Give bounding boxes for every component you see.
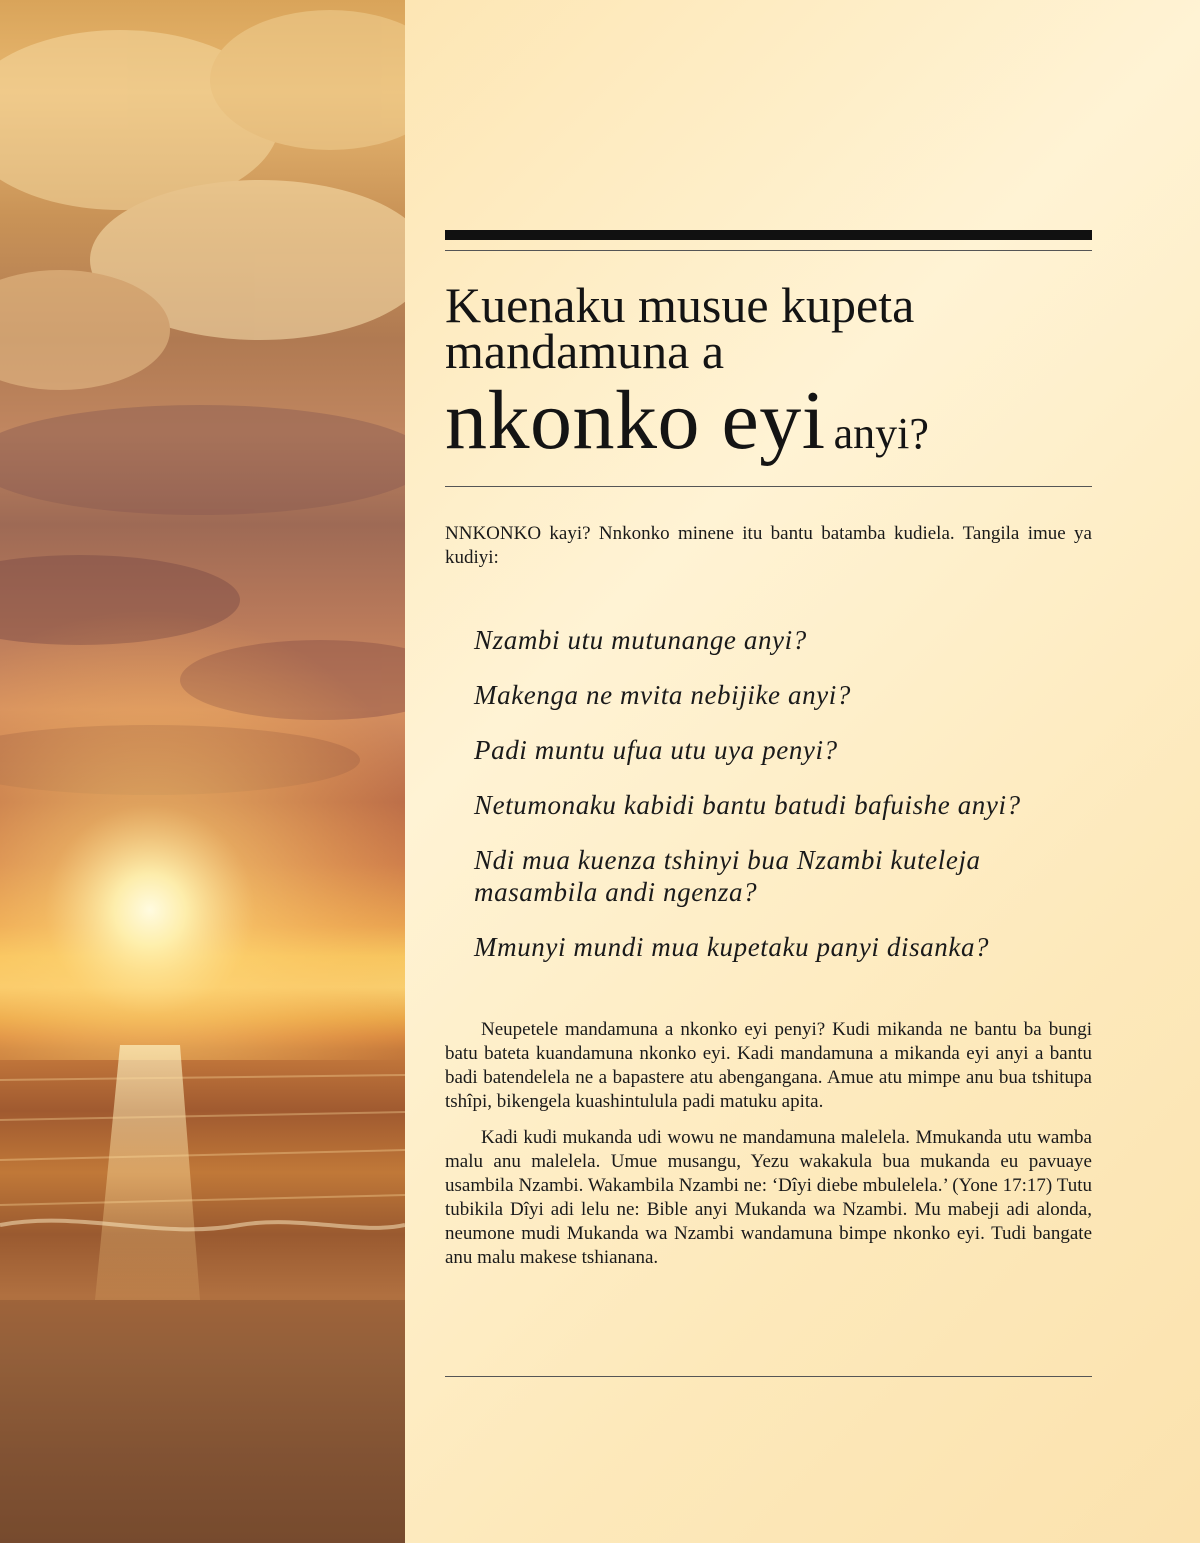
title-line-3	[445, 374, 1095, 480]
sunset-beach-photo	[0, 0, 405, 1543]
intro-paragraph: NNKONKO kayi? Nnkonko minene itu bantu batamba kudiela. Tangila imue ya kudiyi:	[445, 523, 1092, 568]
title-line-2: mandamuna a	[445, 323, 725, 379]
question-item: Padi muntu ufua utu uya penyi?	[474, 735, 838, 765]
top-rule-thick	[445, 230, 1092, 240]
title-underline	[445, 486, 1092, 487]
question-list	[474, 624, 1104, 986]
question-item: Makenga ne mvita nebijike anyi?	[474, 680, 851, 710]
page-title	[445, 277, 1095, 480]
body-text	[445, 1018, 1092, 1282]
body-paragraph: Kadi kudi mukanda udi wowu ne mandamuna malelela. Mmukanda utu wamba malu anu malelela. Umue musangu, Yezu wakakula bua mukanda eu pavuaye usambila Nzambi. Wakambila Nzambi ne: ‘Dîyi diebe mbulelela.’ (Yone 17:17) Tutu tubikila Dîyi adi lelu ne: Bible anyi Mukanda wa Nzambi. Mu mabeji adi alonda, neumone mudi Mukanda wa Nzambi wandamuna bimpe nkonko eyi. Tudi bangate anu malu makese tshianana.	[445, 1127, 1092, 1268]
question-item: Mmunyi mundi mua kupetaku panyi disanka?	[474, 932, 990, 962]
question-item: Netumonaku kabidi bantu batudi bafuishe anyi?	[474, 790, 1021, 820]
sunset-illustration	[0, 0, 405, 1543]
title-big-text: nkonko eyi	[445, 374, 826, 467]
question-item: Nzambi utu mutunange anyi?	[474, 625, 807, 655]
title-small-text: anyi?	[833, 409, 929, 458]
title-line-1: Kuenaku musue kupeta	[445, 277, 915, 333]
body-paragraph: Neupetele mandamuna a nkonko eyi penyi? Kudi mikanda ne bantu ba bungi batu bateta kuandamuna nkonko eyi. Kadi mandamuna a mikanda eyi anyi a bantu badi batendelela ne a bapastere atu abengangana. Amue atu mimpe anu bua tshitupa tshîpi, bikengela kuashintulula padi matuku apita.	[445, 1019, 1092, 1112]
bottom-rule	[445, 1376, 1092, 1377]
top-rule-thin	[445, 250, 1092, 251]
question-item: Ndi mua kuenza tshinyi bua Nzambi kuteleja masambila andi ngenza?	[474, 845, 981, 907]
